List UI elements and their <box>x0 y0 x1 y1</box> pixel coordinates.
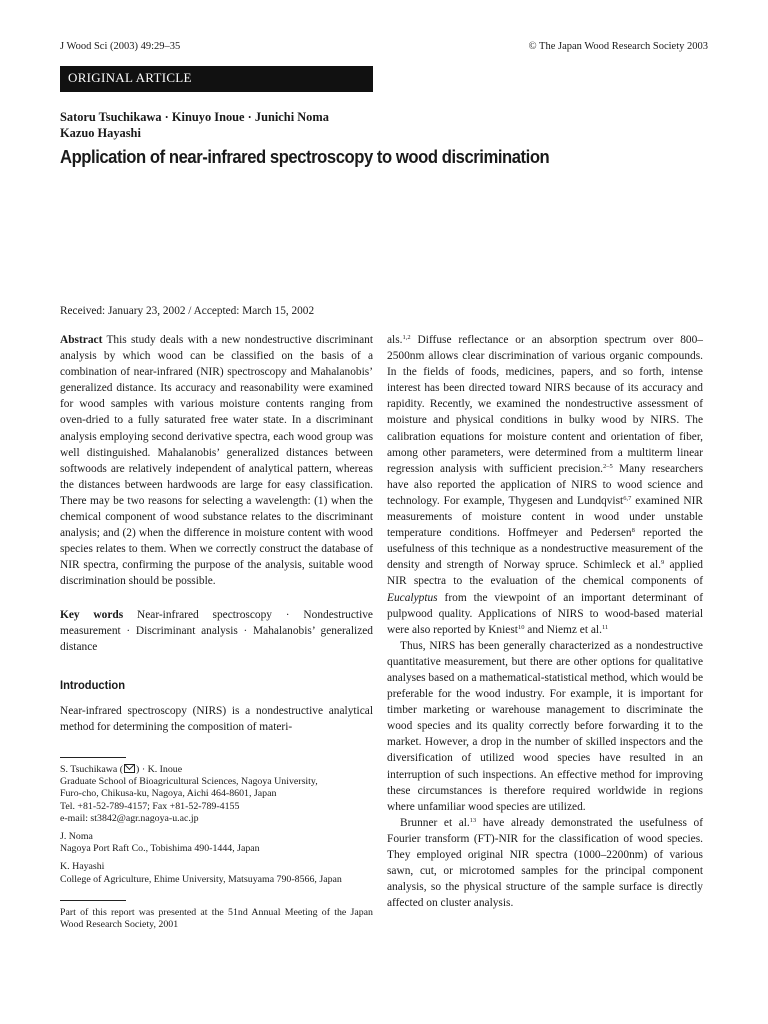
abstract-text: This study deals with a new nondestructive discriminant analysis by which wood can be classified on the basis of a combination of near-infrared (NIR) spectroscopy and Mahalanobis’ generalized distance. Its accuracy and reasonability were examined for wood samples with various moisture contents ranging from oven-dried to a fully saturated free water state. In a discriminant analysis employing second derivative spectra, each wood group was well distinguished. Mahalanobis’ generalized distances between softwoods are relatively independent of analytical pattern, whereas the distances between hardwoods are large for easy classification. There may be two reasons for selecting a wavelength: (1) when the chemical component of wood substance relates to the discriminant analysis; and (2) when the difference in moisture content with wood species relates to them. When we correctly construct the database of NIR spectra, confirming the purpose of the analysis, suitable wood discrimination should be possible. <box>60 334 373 588</box>
section-heading-introduction: Introduction <box>60 677 126 692</box>
abstract-label: Abstract <box>60 334 103 346</box>
paragraph-2: Thus, NIRS has been generally characterized as a nondestructive quantitative measurement, but there are other options for qualitative analyses based on a mathematical-statistical method, which would be preferable for the wood industry. For example, it is important for timber marketing or warehouse management to discriminate the wood species and its quality correctly before forwarding it to the market. However, a drop in the number of skilled inspectors and the diversification of utilized wood species have resulted in an interruption of such inspections. An effective method for improving these circumstances is therefore required worldwide in regions where unfamiliar wood species are utilized. <box>387 639 703 813</box>
author-line: Kazuo Hayashi <box>60 126 141 140</box>
citation: 9 <box>660 559 665 567</box>
keywords-label: Key words <box>60 608 124 621</box>
citation: 10 <box>517 623 525 631</box>
citation: 6,7 <box>623 494 632 502</box>
citation: 11 <box>601 623 609 631</box>
author-line: Satoru Tsuchikawa · Kinuyo Inoue · Junichi Noma <box>60 110 329 124</box>
affiliation-rule <box>60 757 126 758</box>
author-list <box>60 109 700 141</box>
keywords <box>60 607 373 655</box>
footnote: Part of this report was presented at the 51nd Annual Meeting of the Japan Wood Research Society, 2001 <box>60 906 373 931</box>
affiliation-2: J. Noma Nagoya Port Raft Co., Tobishima 490-1444, Japan <box>60 831 260 855</box>
copyright-notice: © The Japan Wood Research Society 2003 <box>528 41 708 52</box>
article-title: Application of near-infrared spectroscopy to wood discrimination <box>60 146 550 167</box>
abstract <box>60 332 373 590</box>
received-dates: Received: January 23, 2002 / Accepted: March 15, 2002 <box>60 305 315 317</box>
email-address[interactable]: e-mail: st3842@agr.nagoya-u.ac.jp <box>60 812 199 824</box>
citation: 13 <box>469 816 477 824</box>
affiliation-1: S. Tsuchikawa ( ) · K. Inoue Graduate School of Bioagricultural Sciences, Nagoya University, Furo-cho, Chikusa-ku, Nagoya, Aichi 464-8601, Japan Tel. +81-52-789-4157; Fax +81-52-789-4155 e-mail: st3842@agr.nagoya-u.ac.jp <box>60 764 318 824</box>
citation: 1,2 <box>402 334 411 341</box>
right-column <box>387 332 703 911</box>
footnote-rule <box>60 900 126 901</box>
affiliations <box>60 764 373 886</box>
citation: 2–5 <box>603 462 613 470</box>
paragraph-1: als.$^{1,2}$ Diffuse reflectance or an absorption spectrum over 800–2500nm allows clear discrimination of various organic compounds. In the fields of foods, medicines, papers, and so forth, intense interest has been directed toward NIRS because of its accuracy and rapidity. Recently, we examined the nondestructive assessment of moisture and physical conditions in bulky wood by NIRS. The calibration equations for moisture content and orientation of fiber, among other parameters, were determined from a multiterm linear regression analysis with sufficient precision.$^{2-5}$ Many researchers have also reported the application of NIRS to wood science and technology. For example, Thygesen and Lundqvist$^{6,7}$ examined NIR measurements of moisture content in wood under unstable temperature conditions. Hoffmeyer and Pedersen$^8$ reported the usefulness of this technique as a nondestructive measurement of the density and strength of Norway spruce. Schimleck et al.$^9$ applied NIR spectra to the evaluation of the chemical components of Eucalyptus from the viewpoint of an important determinant of pulpwood quality. Applications of NIRS to wood-based material were also reported by Kniest$^{10}$ and Niemz et al.$^{11}$ <box>387 334 704 636</box>
intro-paragraph: Near-infrared spectroscopy (NIRS) is a nondestructive analytical method for determining the composition of materi- <box>60 704 373 733</box>
article-type-banner: ORIGINAL ARTICLE <box>60 66 373 92</box>
affiliation-3: K. Hayashi College of Agriculture, Ehime University, Matsuyama 790-8566, Japan <box>60 861 342 885</box>
journal-reference: J Wood Sci (2003) 49:29–35 <box>60 41 181 52</box>
paragraph-3: Brunner et al.$^{13}$ have already demonstrated the usefulness of Fourier transform (FT)-NIR for the classification of wood species. They employed original NIR spectra (1000–2200nm) of various sawn, cut, or microtomed samples for the principal component analysis, so the physical structure of the sample surface is directly affected on cluster analysis. <box>387 816 704 910</box>
keywords-text: Near-infrared spectroscopy · Nondestructive measurement · Discriminant analysis · Mahalanobis’ generalized distance <box>60 608 373 653</box>
citation: 8 <box>631 527 635 535</box>
envelope-icon <box>124 764 135 773</box>
left-column <box>60 332 373 931</box>
